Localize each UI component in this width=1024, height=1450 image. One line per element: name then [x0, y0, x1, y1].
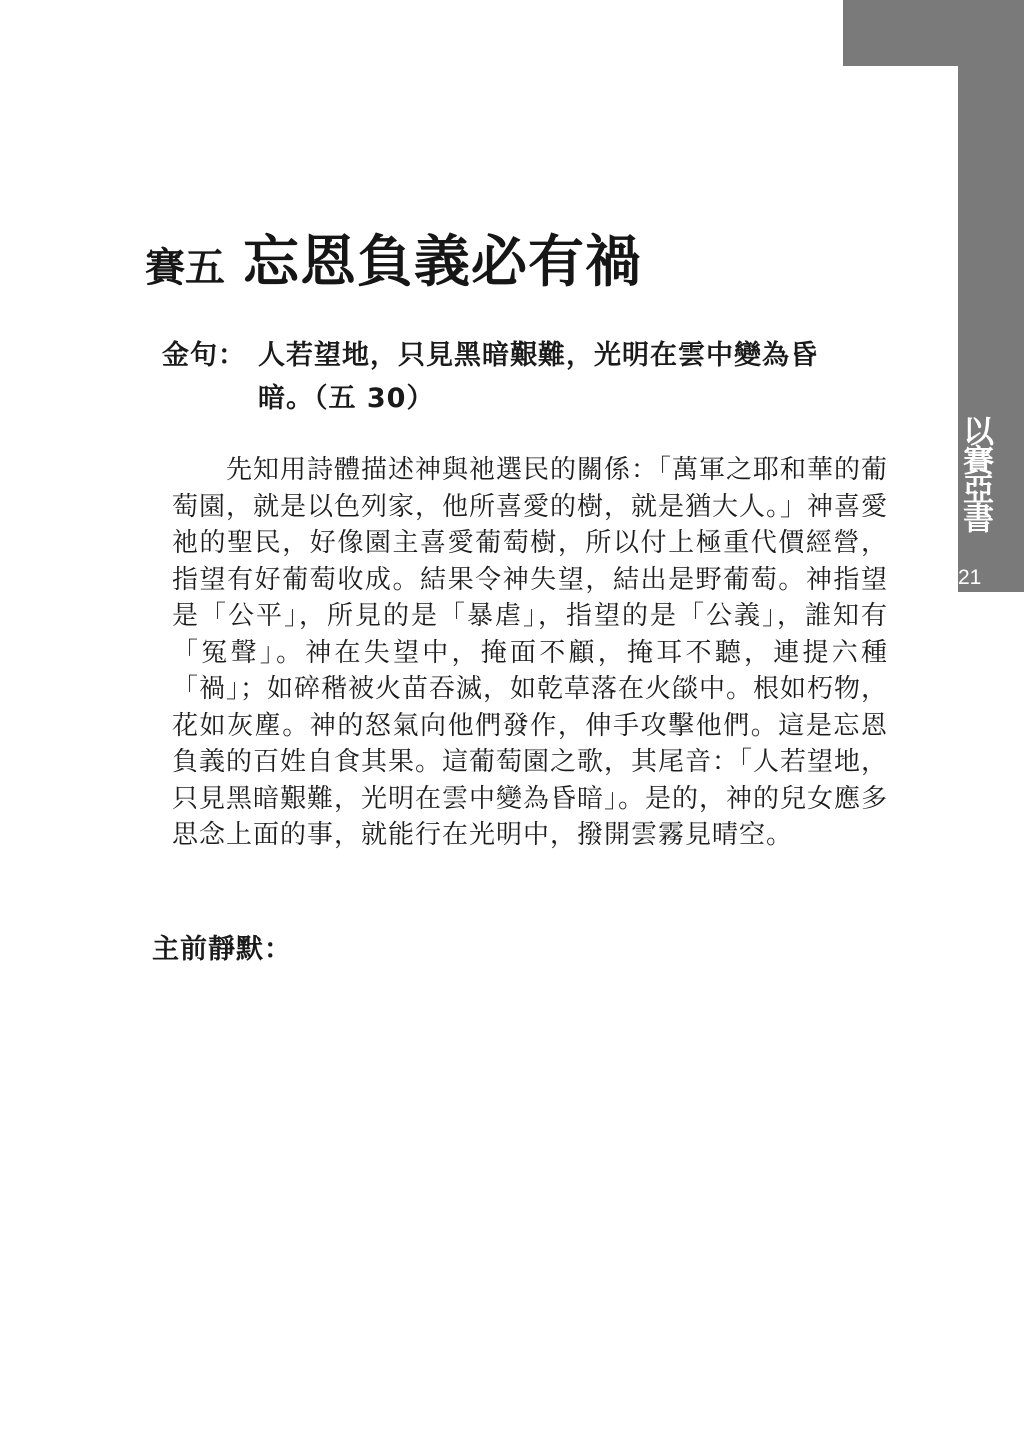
golden-verse	[162, 334, 862, 420]
golden-verse-text: 人若望地，只見黑暗艱難，光明在雲中變為昏暗。（五 30）	[258, 340, 818, 414]
chapter-title	[145, 218, 642, 298]
body-paragraph: 先知用詩體描述神與祂選民的關係：「萬軍之耶和華的葡萄園，就是以色列家，他所喜愛的樹，就是猶大人。」神喜愛祂的聖民，好像園主喜愛葡萄樹，所以付上極重代價經營，指望有好葡萄收成。結果令神失望，結出是野葡萄。神指望是「公平」，所見的是「暴虐」，指望的是「公義」，誰知有「冤聲」。神在失望中，掩面不顧，掩耳不聽，連提六種「禍」；如碎稭被火苗吞滅，如乾草落在火燄中。根如朽物，花如灰塵。神的怒氣向他們發作，伸手攻擊他們。這是忘恩負義的百姓自食其果。這葡萄園之歌，其尾音：「人若望地，只見黑暗艱難，光明在雲中變為昏暗」。是的，神的兒女應多思念上面的事，就能行在光明中，撥開雲霧見晴空。	[172, 455, 889, 850]
section-heading: 主前靜默：	[152, 934, 292, 965]
side-tab-top	[843, 0, 1024, 66]
chapter-heading: 忘恩負義必有禍	[243, 229, 642, 295]
page-number: 21	[958, 566, 982, 589]
chapter-label: 賽五	[145, 244, 225, 291]
book-name: 以賽亞書	[957, 415, 993, 531]
golden-verse-label: 金句：	[162, 340, 246, 371]
